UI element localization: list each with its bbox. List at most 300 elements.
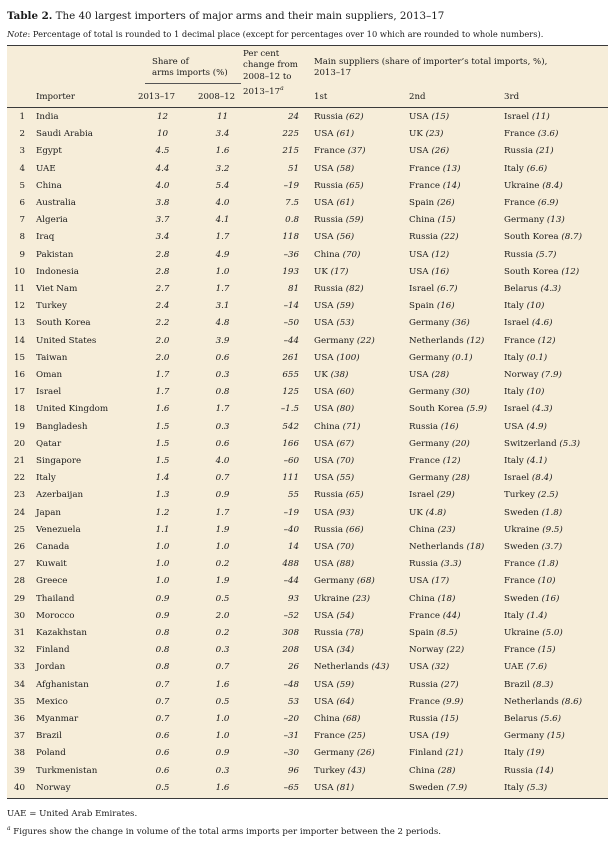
row-importer: Oman [36, 370, 63, 380]
row-supplier-3rd [504, 625, 563, 642]
row-change: –14 [283, 301, 299, 312]
row-supplier-1st-share: (17) [330, 266, 349, 277]
row-supplier-3rd-share: (13) [546, 215, 565, 226]
row-supplier-1st-share: (59) [336, 301, 355, 312]
row-supplier-2nd-share: (18) [466, 542, 485, 552]
row-supplier-1st-share: (65) [345, 490, 364, 501]
table-row [7, 539, 608, 556]
row-change: 215 [282, 146, 299, 157]
row-change: 93 [287, 593, 299, 604]
row-rank: 36 [13, 714, 25, 724]
row-share-2008-12: 0.2 [215, 559, 230, 570]
bottom-rule [7, 798, 608, 799]
row-supplier-2nd-share: (15) [431, 112, 450, 122]
row-supplier-2nd-share: (12) [466, 335, 485, 346]
row-supplier-1st-country: USA [314, 404, 334, 415]
row-change: 308 [282, 628, 299, 638]
row-supplier-1st-share: (70) [342, 249, 361, 260]
row-change: 125 [282, 387, 299, 398]
row-share-2008-12: 0.7 [215, 473, 230, 484]
row-rank: 30 [13, 610, 25, 621]
row-change: 14 [287, 542, 299, 552]
row-supplier-1st-share: (68) [356, 576, 375, 587]
row-supplier-1st-share: (59) [336, 679, 355, 690]
row-supplier-3rd-country: France [504, 576, 535, 587]
row-supplier-2nd-share: (22) [440, 232, 459, 243]
row-supplier-3rd [504, 143, 554, 160]
row-supplier-1st-country: USA [314, 559, 334, 570]
row-change: 0.8 [285, 215, 299, 226]
row-supplier-3rd [504, 453, 547, 470]
row-supplier-2nd-country: Spain [409, 628, 435, 638]
row-supplier-1st-country: Germany [314, 335, 355, 346]
row-change: 55 [287, 490, 299, 501]
row-supplier-1st-country: Russia [314, 524, 344, 535]
row-supplier-1st [314, 470, 354, 487]
row-importer: Kazakhstan [36, 628, 88, 638]
row-rank: 18 [13, 404, 25, 415]
row-share-2013-17: 3.7 [155, 215, 170, 226]
row-share-2008-12: 3.4 [215, 129, 230, 140]
row-supplier-2nd [409, 298, 455, 315]
row-supplier-2nd-share: (16) [436, 301, 455, 312]
row-rank: 9 [19, 249, 25, 260]
row-supplier-1st-country: France [314, 146, 345, 157]
row-rank: 7 [19, 215, 25, 226]
row-share-2008-12: 0.6 [215, 438, 230, 449]
row-supplier-2nd-share: (19) [431, 731, 450, 742]
row-share-2013-17: 1.6 [155, 404, 170, 415]
row-supplier-3rd [504, 298, 544, 315]
row-importer: Saudi Arabia [36, 129, 93, 140]
row-importer: Azerbaijan [36, 490, 84, 501]
row-supplier-1st-country: USA [314, 696, 334, 707]
row-change: –30 [283, 748, 299, 759]
row-supplier-1st-country: USA [314, 542, 334, 552]
row-supplier-1st-share: (43) [371, 662, 390, 673]
row-supplier-3rd-share: (5.3) [559, 438, 581, 449]
share-header: Share of arms imports (%) [152, 57, 228, 79]
row-supplier-2nd-share: (13) [442, 163, 461, 174]
row-rank: 12 [13, 301, 25, 312]
row-change: –65 [283, 782, 299, 793]
top-rule [7, 45, 608, 46]
row-supplier-2nd [409, 728, 449, 745]
change-header: Per cent change from 2008–12 to 2013–17$^a$ [243, 49, 298, 98]
row-supplier-3rd-country: Norway [504, 370, 539, 380]
row-supplier-3rd-share: (3.6) [537, 129, 559, 140]
row-share-2008-12: 4.9 [215, 249, 230, 260]
row-share-2013-17: 2.7 [155, 284, 170, 294]
table-row [7, 470, 608, 487]
row-supplier-1st-country: USA [314, 129, 334, 140]
row-supplier-2nd-country: USA [409, 249, 429, 260]
row-share-2013-17: 0.6 [155, 765, 170, 776]
row-change: 261 [282, 352, 299, 363]
row-supplier-2nd [409, 677, 459, 694]
row-supplier-3rd-share: (6.9) [537, 198, 559, 208]
row-supplier-3rd-share: (15) [546, 731, 565, 742]
row-supplier-3rd [504, 195, 558, 212]
row-rank: 38 [13, 748, 25, 759]
row-supplier-3rd-country: Italy [504, 748, 524, 759]
row-share-2013-17: 0.8 [155, 645, 170, 656]
row-share-2008-12: 11 [216, 112, 229, 122]
row-supplier-3rd [504, 350, 547, 367]
row-rank: 19 [13, 421, 25, 432]
row-supplier-1st-share: (66) [345, 524, 364, 535]
row-supplier-1st-share: (71) [342, 421, 361, 432]
row-supplier-2nd [409, 539, 484, 556]
row-share-2013-17: 0.9 [155, 610, 170, 621]
row-share-2008-12: 4.0 [215, 456, 230, 466]
row-supplier-2nd-country: Sweden [409, 782, 444, 793]
row-rank: 28 [13, 576, 25, 587]
row-supplier-3rd-share: (2.5) [537, 490, 559, 501]
row-change: 96 [287, 765, 299, 776]
row-share-2013-17: 1.5 [155, 456, 170, 466]
row-importer: Norway [36, 782, 71, 793]
first-supplier-header: 1st [314, 92, 328, 102]
row-supplier-2nd-country: USA [409, 266, 429, 277]
row-supplier-1st-country: USA [314, 473, 334, 484]
row-importer: Indonesia [36, 266, 79, 277]
row-change: 53 [287, 696, 299, 707]
row-supplier-3rd-country: Italy [504, 456, 524, 466]
row-supplier-1st-country: Ukraine [314, 593, 350, 604]
row-supplier-1st-country: USA [314, 318, 334, 329]
row-supplier-3rd-country: Russia [504, 249, 534, 260]
header-rule [7, 107, 608, 108]
row-supplier-2nd [409, 659, 449, 676]
row-supplier-2nd-country: Russia [409, 679, 439, 690]
row-supplier-3rd-country: France [504, 129, 535, 140]
row-importer: Venezuela [36, 524, 81, 535]
row-supplier-2nd [409, 711, 459, 728]
row-supplier-1st [314, 401, 354, 418]
row-share-2008-12: 1.7 [215, 507, 230, 518]
second-supplier-header: 2nd [409, 92, 426, 102]
row-supplier-1st [314, 677, 354, 694]
row-supplier-2nd-country: China [409, 593, 435, 604]
row-supplier-2nd-country: USA [409, 662, 429, 673]
row-supplier-3rd-country: South Korea [504, 232, 559, 243]
row-supplier-1st [314, 539, 354, 556]
share-2013-17-header: 2013–17 [138, 92, 176, 102]
row-supplier-1st-country: USA [314, 438, 334, 449]
row-share-2008-12: 1.7 [215, 284, 230, 294]
row-supplier-2nd-country: Norway [409, 645, 444, 656]
row-supplier-2nd [409, 264, 449, 281]
table-row [7, 315, 608, 332]
data-table [7, 45, 608, 799]
row-supplier-1st [314, 453, 354, 470]
row-supplier-1st-country: USA [314, 163, 334, 174]
row-importer: Viet Nam [36, 284, 78, 294]
row-rank: 4 [19, 163, 25, 174]
row-supplier-3rd [504, 780, 547, 797]
row-share-2008-12: 1.0 [215, 731, 230, 742]
row-supplier-1st-share: (68) [342, 714, 361, 724]
row-supplier-2nd-country: China [409, 524, 435, 535]
row-share-2013-17: 0.7 [155, 696, 170, 707]
row-rank: 3 [19, 146, 25, 157]
row-importer: South Korea [36, 318, 91, 329]
row-supplier-1st-country: France [314, 731, 345, 742]
row-supplier-1st-country: UK [314, 266, 328, 277]
row-supplier-3rd-share: (4.3) [531, 404, 553, 415]
row-share-2008-12: 0.3 [215, 645, 230, 656]
row-change: 81 [287, 284, 299, 294]
row-supplier-2nd-country: Israel [409, 490, 435, 501]
row-supplier-2nd [409, 401, 487, 418]
table-row [7, 522, 608, 539]
row-supplier-3rd [504, 556, 558, 573]
row-supplier-1st [314, 419, 360, 436]
row-share-2013-17: 1.5 [155, 438, 170, 449]
row-share-2008-12: 1.0 [215, 714, 230, 724]
row-supplier-2nd [409, 281, 458, 298]
row-supplier-2nd-share: (17) [431, 576, 450, 587]
row-supplier-3rd-share: (9.5) [542, 524, 563, 535]
row-change: 225 [282, 129, 299, 140]
row-share-2008-12: 0.3 [215, 765, 230, 776]
row-supplier-1st-share: (78) [345, 628, 364, 638]
row-supplier-3rd [504, 315, 553, 332]
row-supplier-2nd-share: (14) [442, 180, 461, 191]
row-supplier-1st [314, 195, 354, 212]
table-row [7, 745, 608, 762]
row-supplier-2nd-country: Russia [409, 559, 439, 570]
table-row [7, 780, 608, 797]
row-supplier-3rd-country: France [504, 645, 535, 656]
row-importer: Taiwan [36, 352, 68, 363]
table-row [7, 608, 608, 625]
row-supplier-2nd [409, 470, 470, 487]
row-supplier-2nd-share: (26) [436, 198, 455, 208]
row-supplier-1st-country: Russia [314, 490, 344, 501]
row-supplier-1st-share: (67) [336, 438, 355, 449]
row-supplier-2nd-country: France [409, 456, 440, 466]
row-supplier-2nd-share: (26) [431, 146, 450, 157]
row-supplier-1st-country: Russia [314, 180, 344, 191]
table-row [7, 247, 608, 264]
row-supplier-1st-share: (100) [336, 352, 360, 363]
row-supplier-1st [314, 281, 364, 298]
row-supplier-2nd-country: USA [409, 146, 429, 157]
row-rank: 10 [13, 266, 25, 277]
row-rank: 6 [19, 198, 25, 208]
row-supplier-1st [314, 384, 354, 401]
row-share-2008-12: 1.7 [215, 232, 230, 243]
row-rank: 25 [13, 524, 25, 535]
row-supplier-3rd-share: (8.6) [561, 696, 583, 707]
table-row [7, 763, 608, 780]
row-supplier-1st-country: Russia [314, 284, 344, 294]
row-supplier-2nd [409, 505, 446, 522]
row-supplier-1st-country: USA [314, 610, 334, 621]
table-row [7, 642, 608, 659]
row-supplier-1st-share: (61) [336, 129, 355, 140]
row-supplier-2nd [409, 591, 455, 608]
row-change: –20 [283, 714, 299, 724]
row-share-2013-17: 1.4 [155, 473, 170, 484]
row-supplier-3rd [504, 436, 580, 453]
row-supplier-3rd-share: (8.4) [531, 473, 553, 484]
row-supplier-2nd-country: France [409, 696, 440, 707]
row-share-2013-17: 12 [156, 112, 169, 122]
row-supplier-1st [314, 126, 354, 143]
row-share-2013-17: 1.0 [155, 576, 170, 587]
row-importer: United Kingdom [36, 404, 109, 415]
footnote-abbreviation: UAE = United Arab Emirates. [7, 809, 138, 819]
row-share-2008-12: 1.7 [215, 404, 230, 415]
row-supplier-2nd-country: France [409, 610, 440, 621]
row-share-2008-12: 3.9 [215, 335, 230, 346]
table-row [7, 143, 608, 160]
row-supplier-3rd [504, 281, 561, 298]
row-supplier-3rd [504, 642, 556, 659]
row-supplier-1st [314, 436, 354, 453]
row-supplier-2nd-share: (28) [437, 765, 456, 776]
row-share-2008-12: 3.1 [215, 301, 230, 312]
table-row [7, 212, 608, 229]
row-supplier-2nd-share: (9.9) [442, 696, 464, 707]
row-supplier-2nd-share: (8.5) [436, 628, 458, 638]
row-share-2013-17: 0.9 [155, 593, 170, 604]
row-share-2008-12: 0.6 [215, 352, 230, 363]
third-supplier-header: 3rd [504, 92, 520, 102]
row-supplier-3rd [504, 763, 554, 780]
row-supplier-3rd-share: (4.9) [526, 421, 547, 432]
row-change: –44 [283, 576, 299, 587]
row-supplier-2nd [409, 384, 470, 401]
row-share-2008-12: 2.0 [215, 610, 230, 621]
row-change: 488 [282, 559, 299, 570]
table-note: Note: Percentage of total is rounded to 1 decimal place (except for percentages over 10 which are rounded to whole numbers). [7, 29, 544, 39]
row-supplier-2nd-share: (28) [451, 473, 470, 484]
row-supplier-3rd-country: Italy [504, 352, 524, 363]
row-share-2013-17: 1.3 [155, 490, 170, 501]
row-importer: Iraq [36, 232, 55, 243]
row-importer: India [36, 112, 59, 122]
row-share-2008-12: 0.2 [215, 628, 230, 638]
row-change: 193 [282, 266, 299, 277]
row-supplier-2nd-share: (23) [437, 524, 456, 535]
row-share-2008-12: 1.6 [215, 146, 230, 157]
row-share-2008-12: 0.5 [215, 593, 230, 604]
row-supplier-3rd-country: Switzerland [504, 438, 557, 449]
row-share-2013-17: 0.5 [155, 782, 170, 793]
row-supplier-2nd [409, 109, 449, 126]
row-supplier-1st [314, 522, 364, 539]
row-supplier-2nd-country: USA [409, 370, 429, 380]
row-supplier-3rd [504, 728, 565, 745]
row-supplier-1st-country: China [314, 714, 340, 724]
row-supplier-3rd-country: Sweden [504, 593, 539, 604]
row-supplier-3rd [504, 333, 556, 350]
row-supplier-1st [314, 350, 360, 367]
row-supplier-2nd [409, 315, 470, 332]
row-share-2013-17: 0.6 [155, 731, 170, 742]
row-supplier-3rd-country: Italy [504, 610, 524, 621]
row-change: 208 [282, 645, 299, 656]
row-share-2013-17: 0.8 [155, 662, 170, 673]
row-supplier-2nd-share: (30) [451, 387, 470, 398]
row-share-2013-17: 10 [156, 129, 169, 140]
row-share-2008-12: 5.4 [215, 180, 230, 191]
row-supplier-1st-share: (62) [345, 112, 364, 122]
row-supplier-2nd-country: Russia [409, 714, 439, 724]
row-importer: Greece [36, 576, 68, 587]
row-supplier-1st-country: Germany [314, 748, 355, 759]
row-importer: Myanmar [36, 714, 79, 724]
suppliers-header: Main suppliers (share of importer’s total imports, %), 2013–17 [314, 57, 548, 79]
row-supplier-2nd-share: (7.9) [446, 782, 468, 793]
row-supplier-2nd-share: (21) [445, 748, 464, 759]
row-supplier-1st-country: USA [314, 645, 334, 656]
row-supplier-3rd-country: Ukraine [504, 628, 540, 638]
row-supplier-3rd-country: Germany [504, 731, 545, 742]
row-rank: 26 [13, 542, 25, 552]
row-supplier-3rd-share: (6.6) [526, 163, 548, 174]
row-supplier-2nd [409, 608, 461, 625]
row-change: –36 [283, 249, 299, 260]
row-change: 542 [282, 421, 299, 432]
row-importer: Qatar [36, 438, 62, 449]
row-supplier-3rd-share: (19) [526, 748, 545, 759]
table-row [7, 195, 608, 212]
row-supplier-2nd-share: (18) [437, 593, 456, 604]
row-supplier-2nd [409, 745, 463, 762]
row-share-2013-17: 0.6 [155, 748, 170, 759]
row-supplier-2nd-share: (5.9) [466, 404, 487, 415]
row-supplier-2nd-share: (27) [440, 679, 459, 690]
row-supplier-2nd [409, 694, 463, 711]
row-share-2008-12: 1.9 [215, 576, 230, 587]
row-rank: 37 [13, 731, 25, 742]
row-change: 26 [287, 662, 299, 673]
row-supplier-3rd-share: (10) [526, 387, 545, 398]
row-rank: 15 [13, 352, 25, 363]
row-share-2013-17: 1.1 [155, 524, 170, 535]
row-supplier-3rd-share: (5.7) [535, 249, 557, 260]
table-row [7, 659, 608, 676]
row-share-2008-12: 0.9 [215, 490, 230, 501]
row-supplier-3rd [504, 505, 562, 522]
row-supplier-1st [314, 728, 366, 745]
row-importer: China [36, 180, 62, 191]
row-share-2008-12: 1.0 [215, 542, 230, 552]
row-supplier-3rd-country: Israel [504, 473, 530, 484]
row-supplier-3rd [504, 522, 563, 539]
row-supplier-2nd-share: (4.8) [425, 507, 447, 518]
row-share-2013-17: 4.5 [155, 146, 170, 157]
row-supplier-3rd-share: (7.9) [541, 370, 562, 380]
row-supplier-1st-country: USA [314, 301, 334, 312]
row-supplier-3rd [504, 212, 565, 229]
row-change: –60 [283, 456, 299, 466]
row-supplier-1st-country: USA [314, 507, 334, 518]
row-supplier-3rd-country: Netherlands [504, 696, 559, 707]
row-share-2013-17: 0.7 [155, 679, 170, 690]
row-supplier-3rd [504, 470, 553, 487]
row-supplier-2nd [409, 350, 473, 367]
row-supplier-2nd-country: France [409, 180, 440, 191]
row-share-2008-12: 0.7 [215, 662, 230, 673]
row-supplier-2nd-share: (20) [451, 438, 470, 449]
row-supplier-3rd-country: Israel [504, 112, 530, 122]
